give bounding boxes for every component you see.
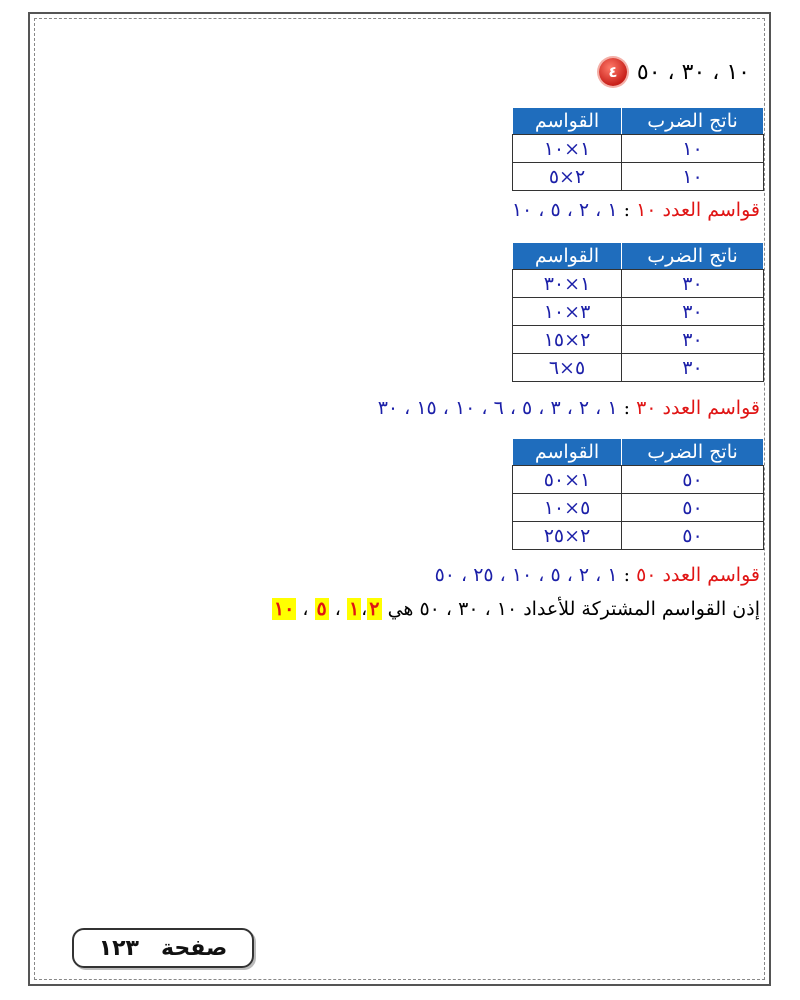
conclusion-line bbox=[272, 598, 760, 620]
factors-line-10: قواسم العدد ١٠ : ١ ، ٢ ، ٥ ، ١٠ bbox=[511, 199, 760, 221]
common-factor: ٥ bbox=[316, 598, 327, 620]
table-row bbox=[513, 354, 764, 382]
factors-values: ١ ، ٢ ، ٥ ، ١٠ ، ٢٥ ، ٥٠ bbox=[434, 564, 618, 586]
factors-label: قواسم العدد ١٠ bbox=[636, 199, 760, 221]
factors-label: قواسم العدد ٣٠ bbox=[636, 397, 760, 419]
product-cell: ٣٠ bbox=[622, 354, 764, 382]
product-cell: ١٠ bbox=[622, 163, 764, 191]
header-product: ناتج الضرب bbox=[622, 243, 764, 270]
table-row bbox=[513, 466, 764, 494]
common-factor: ٢ bbox=[369, 598, 380, 620]
header-factors: القواسم bbox=[513, 108, 622, 135]
conclusion-text: إذن القواسم المشتركة للأعداد ١٠ ، ٣٠ ، ٥٠ هي bbox=[387, 598, 760, 620]
question-number-badge: ٤ bbox=[599, 58, 627, 86]
page-number-box bbox=[72, 928, 254, 968]
factors-table-10 bbox=[512, 107, 764, 191]
product-cell: ٥٠ bbox=[622, 466, 764, 494]
factors-table-50 bbox=[512, 438, 764, 550]
factors-table-30 bbox=[512, 242, 764, 382]
header-factors: القواسم bbox=[513, 439, 622, 466]
product-cell: ٥٠ bbox=[622, 494, 764, 522]
question-numbers: ١٠ ، ٣٠ ، ٥٠ bbox=[636, 59, 750, 85]
product-cell: ٣٠ bbox=[622, 326, 764, 354]
factors-line-30: قواسم العدد ٣٠ : ١ ، ٢ ، ٣ ، ٥ ، ٦ ، ١٠ ، ١٥ ، ٣٠ bbox=[377, 397, 760, 419]
question-header bbox=[599, 58, 750, 86]
table-row bbox=[513, 163, 764, 191]
separator: ، bbox=[328, 598, 347, 620]
common-factor: ١٠ bbox=[273, 598, 295, 620]
factors-cell: ٥×١٠ bbox=[513, 494, 622, 522]
factors-values: ١ ، ٢ ، ٥ ، ١٠ bbox=[511, 199, 618, 221]
product-cell: ٣٠ bbox=[622, 298, 764, 326]
factors-cell: ٢×٥ bbox=[513, 163, 622, 191]
common-factor: ١ bbox=[348, 598, 360, 620]
table-row bbox=[513, 270, 764, 298]
page-label: صفحة bbox=[161, 935, 228, 961]
product-cell: ٥٠ bbox=[622, 522, 764, 550]
header-factors: القواسم bbox=[513, 243, 622, 270]
table-row bbox=[513, 135, 764, 163]
factors-cell: ١×٣٠ bbox=[513, 270, 622, 298]
factors-label: قواسم العدد ٥٠ bbox=[636, 564, 760, 586]
header-product: ناتج الضرب bbox=[622, 108, 764, 135]
factors-cell: ١×١٠ bbox=[513, 135, 622, 163]
product-cell: ٣٠ bbox=[622, 270, 764, 298]
factors-cell: ٥×٦ bbox=[513, 354, 622, 382]
separator: ، bbox=[296, 598, 315, 620]
table-row bbox=[513, 522, 764, 550]
table-row bbox=[513, 326, 764, 354]
header-product: ناتج الضرب bbox=[622, 439, 764, 466]
factors-line-50: قواسم العدد ٥٠ : ١ ، ٢ ، ٥ ، ١٠ ، ٢٥ ، ٥٠ bbox=[434, 564, 760, 586]
page-number: ١٢٣ bbox=[98, 935, 139, 961]
factors-values: ١ ، ٢ ، ٣ ، ٥ ، ٦ ، ١٠ ، ١٥ ، ٣٠ bbox=[377, 397, 618, 419]
table-row bbox=[513, 298, 764, 326]
factors-cell: ٣×١٠ bbox=[513, 298, 622, 326]
product-cell: ١٠ bbox=[622, 135, 764, 163]
separator: ، bbox=[361, 598, 368, 620]
factors-cell: ١×٥٠ bbox=[513, 466, 622, 494]
factors-cell: ٢×٢٥ bbox=[513, 522, 622, 550]
factors-cell: ٢×١٥ bbox=[513, 326, 622, 354]
table-row bbox=[513, 494, 764, 522]
